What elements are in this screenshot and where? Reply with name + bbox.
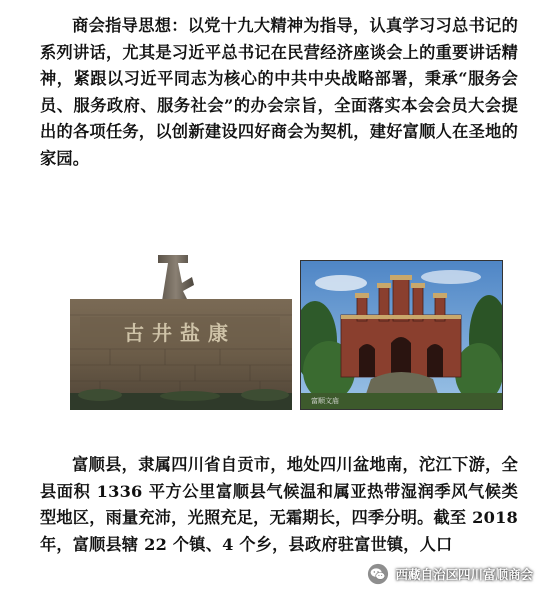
stone-wall-monument-photo [70,253,292,410]
stone-wall-monument-icon [70,253,292,410]
temple-gate-photo [300,260,503,410]
wechat-watermark [367,563,533,585]
inscription-text: 古井盐康 [124,321,236,345]
photo-caption: 富顺文庙 [311,397,339,405]
paragraph-2-text: 富顺县，隶属四川省自贡市，地处四川盆地南，沱江下游，全县面积 1336 平方公里富顺县气候温和属亚热带湿润季风气候类型地区，雨量充沛，光照充足，无霜期长，四季分明。截至 2018 年，富顺县辖 22 个镇、4 个乡，县政府驻富世镇，人口 [40,455,518,554]
paragraph-guiding-ideology [40,13,518,172]
wechat-icon [367,563,389,585]
temple-gate-icon [301,261,502,409]
watermark-text: 西藏自治区四川富顺商会 [395,567,533,582]
paragraph-1-text: 商会指导思想：以党十九大精神为指导，认真学习习总书记的系列讲话，尤其是习近平总书记在民营经济座谈会上的重要讲话精神，紧跟以习近平同志为核心的中共中央战略部署，秉承“服务会员、服务政府、服务社会”的办会宗旨，全面落实本会会员大会提出的各项任务，以创新建设四好商会为契机，建好富顺人在圣地的家园。 [40,16,518,168]
paragraph-fushun-county [40,452,518,558]
